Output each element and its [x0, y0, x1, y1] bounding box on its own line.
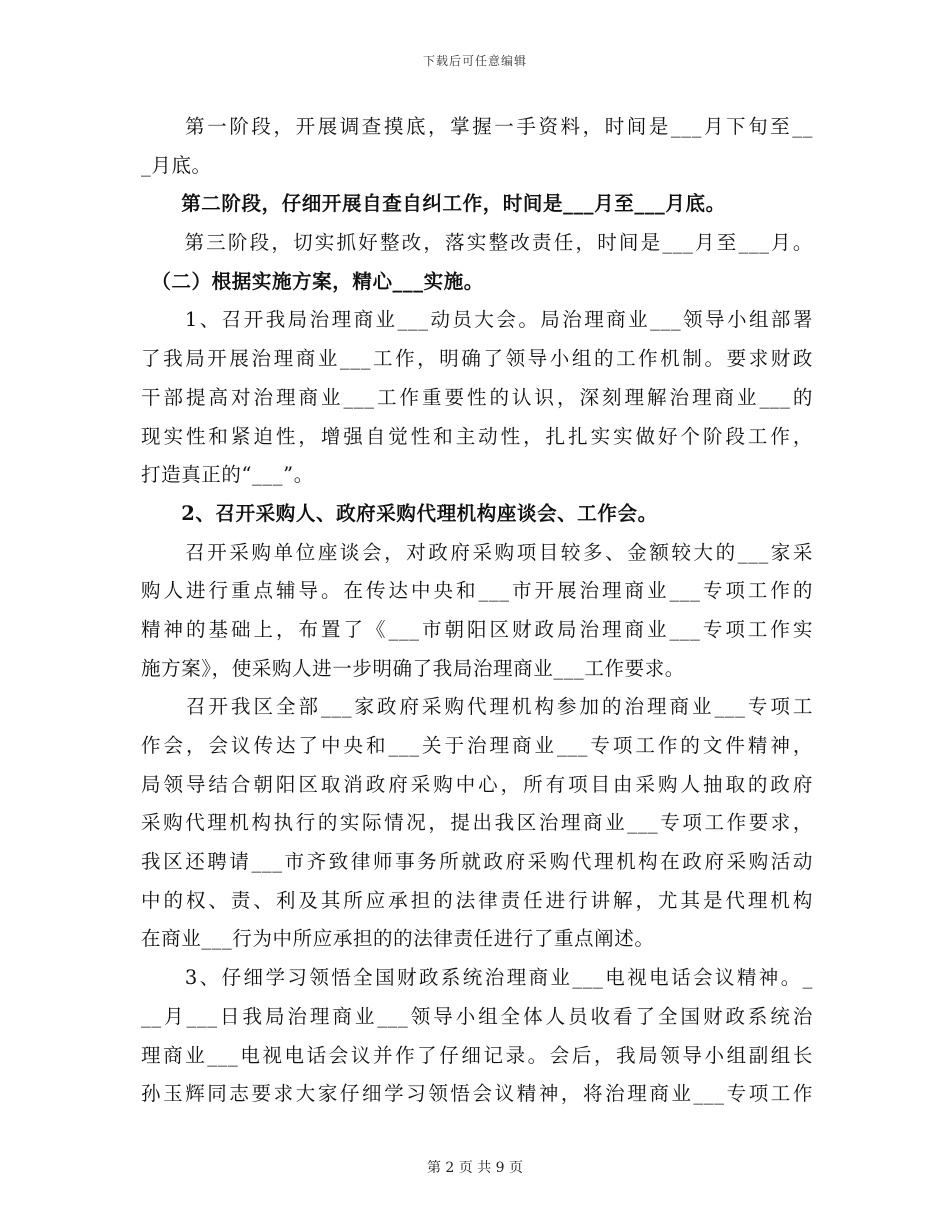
text-line: 1、召开我局治理商业___动员大会。局治理商业___领导小组部署	[141, 308, 813, 332]
page-number: 第 2 页 共 9 页	[426, 1160, 524, 1176]
text-line: 打造真正的“___”。	[141, 463, 314, 487]
text-line: 第三阶段，切实抓好整改，落实整改责任，时间是___月至___月。	[141, 231, 813, 255]
text-line: 在商业___行为中所应承担的的法律责任进行了重点阐述。	[141, 927, 655, 951]
download-note: 下载后可任意编辑	[422, 54, 527, 68]
text-line: 干部提高对治理商业___工作重要性的认识，深刻理解治理商业___的	[141, 385, 813, 409]
text-line: 理商业___电视电话会议并作了仔细记录。会后，我局领导小组副组长	[141, 1043, 813, 1067]
text-line: 中的权、责、利及其所应承担的法律责任进行讲解，尤其是代理机构	[141, 888, 813, 912]
text-line: __月___日我局治理商业___领导小组全体人员收看了全国财政系统治	[141, 1004, 813, 1028]
text-line: _月底。	[141, 153, 212, 177]
text-line: 作会，会议传达了中央和___关于治理商业___专项工作的文件精神，	[141, 734, 813, 757]
section-heading: （二）根据实施方案，精心___实施。	[141, 269, 484, 293]
item-heading: 2、召开采购人、政府采购代理机构座谈会、工作会。	[141, 501, 658, 525]
text-line: 第一阶段，开展调查摸底，掌握一手资料，时间是___月下旬至__	[141, 115, 813, 138]
text-line: 3、仔细学习领悟全国财政系统治理商业___电视电话会议精神。_	[141, 966, 813, 990]
document-body	[141, 108, 813, 1114]
text-line: 了我局开展治理商业___工作，明确了领导小组的工作机制。要求财政	[141, 347, 813, 371]
text-line: 购人进行重点辅导。在传达中央和___市开展治理商业___专项工作的	[141, 579, 813, 603]
text-line: 施方案》，使采购人进一步明确了我局治理商业___工作要求。	[141, 656, 685, 680]
text-line: 现实性和紧迫性，增强自觉性和主动性，扎扎实实做好个阶段工作，	[141, 424, 813, 448]
text-line: 我区还聘请___市齐致律师事务所就政府采购代理机构在政府采购活动	[141, 850, 813, 874]
text-line: 采购代理机构执行的实际情况，提出我区治理商业___专项工作要求，	[141, 811, 813, 835]
text-line: 孙玉辉同志要求大家仔细学习领悟会议精神，将治理商业___专项工作	[141, 1082, 813, 1106]
text-line: 召开我区全部___家政府采购代理机构参加的治理商业___专项工	[141, 695, 813, 719]
text-line: 精神的基础上，布置了《___市朝阳区财政局治理商业___专项工作实	[141, 617, 813, 641]
text-line: 局领导结合朝阳区取消政府采购中心，所有项目由采购人抽取的政府	[141, 772, 813, 796]
text-line: 召开采购单位座谈会，对政府采购项目较多、金额较大的___家采	[141, 540, 813, 564]
text-line-bold: 第二阶段，仔细开展自查自纠工作，时间是___月至___月底。	[141, 192, 726, 216]
